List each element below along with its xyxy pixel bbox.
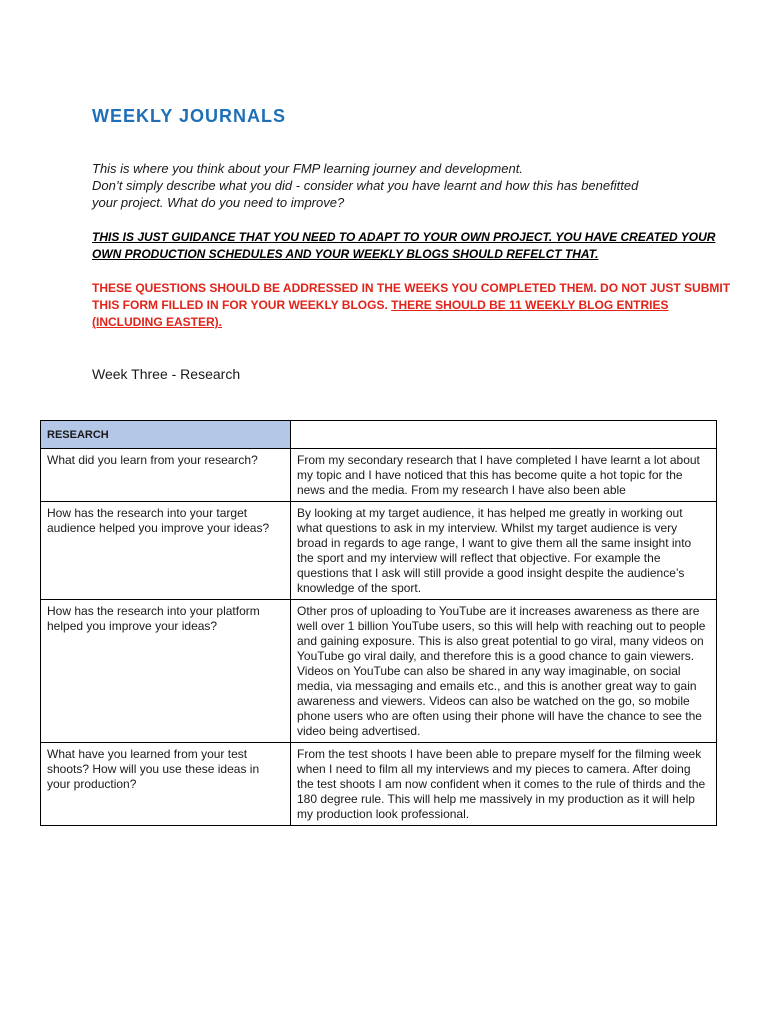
- table-row: [41, 502, 717, 600]
- table-header-row: [41, 421, 717, 449]
- answer-cell: From the test shoots I have been able to prepare myself for the filming week when I need to film all my interviews and my pieces to camera. After doing the test shoots I am now confident when it comes to the rule of thirds and the 180 degree rule. This will help me massively in my production as it will help my production look professional.: [291, 743, 717, 826]
- intro-line: This is where you think about your FMP learning journey and development.: [92, 161, 523, 176]
- table-row: [41, 743, 717, 826]
- warning-text: THESE QUESTIONS SHOULD BE ADDRESSED IN THE WEEKS YOU COMPLETED THEM. DO NOT JUST SUBMIT THIS FORM FILLED IN FOR YOUR WEEKLY BLOGS.: [92, 281, 731, 312]
- intro-line: Don’t simply describe what you did - consider what you have learnt and how this has benefitted: [92, 178, 639, 193]
- answer-cell: From my secondary research that I have completed I have learnt a lot about my topic and I have noticed that this has become quite a hot topic for the news and the media. From my research I have also been able: [291, 449, 717, 502]
- intro-paragraph: [92, 160, 732, 211]
- intro-line: your project. What do you need to improve?: [92, 195, 345, 210]
- answer-cell: By looking at my target audience, it has helped me greatly in working out what questions to ask in my interview. Whilst my target audience is very broad in regards to age range, I want to give them all the same insight into the sport and my interview will reflect that objective. For example the questions that I ask will still provide a good insight despite the audience’s knowledge of the sport.: [291, 502, 717, 600]
- guidance-line: THIS IS JUST GUIDANCE THAT YOU NEED TO ADAPT TO YOUR OWN PROJECT. YOU HAVE CREATED YOUR: [92, 230, 716, 244]
- week-heading: Week Three - Research: [92, 366, 241, 382]
- research-table: [40, 420, 717, 826]
- table-header-cell: [41, 421, 291, 449]
- warning-note: [92, 280, 732, 331]
- question-cell: What did you learn from your research?: [41, 449, 291, 502]
- question-cell: How has the research into your target audience helped you improve your ideas?: [41, 502, 291, 600]
- table-row: [41, 600, 717, 743]
- question-cell: What have you learned from your test shoots? How will you use these ideas in your production?: [41, 743, 291, 826]
- warning-underlined-text: THERE SHOULD BE 11 WEEKLY BLOG ENTRIES (INCLUDING EASTER).: [92, 298, 669, 329]
- guidance-line: OWN PRODUCTION SCHEDULES AND YOUR WEEKLY BLOGS SHOULD REFELCT THAT.: [92, 247, 599, 261]
- question-cell: How has the research into your platform helped you improve your ideas?: [41, 600, 291, 743]
- answer-cell: Other pros of uploading to YouTube are it increases awareness as there are well over 1 billion YouTube users, so this will help with reaching out to people and gaining exposure. This is also great potential to go viral, many videos on YouTube go viral daily, and therefore this is a good chance to gain viewers. Videos on YouTube can also be shared in any way imaginable, on social media, via messaging and emails etc., and this is another great way to gain awareness and viewers. Videos can also be watched on the go, so mobile phone users who are often using their phone will have the chance to see the video being advertised.: [291, 600, 717, 743]
- page-title: WEEKLY JOURNALS: [92, 106, 287, 126]
- table-header-empty-cell: [291, 421, 717, 449]
- guidance-note: [92, 229, 732, 263]
- table-row: [41, 449, 717, 502]
- table-header-label: RESEARCH: [47, 429, 109, 441]
